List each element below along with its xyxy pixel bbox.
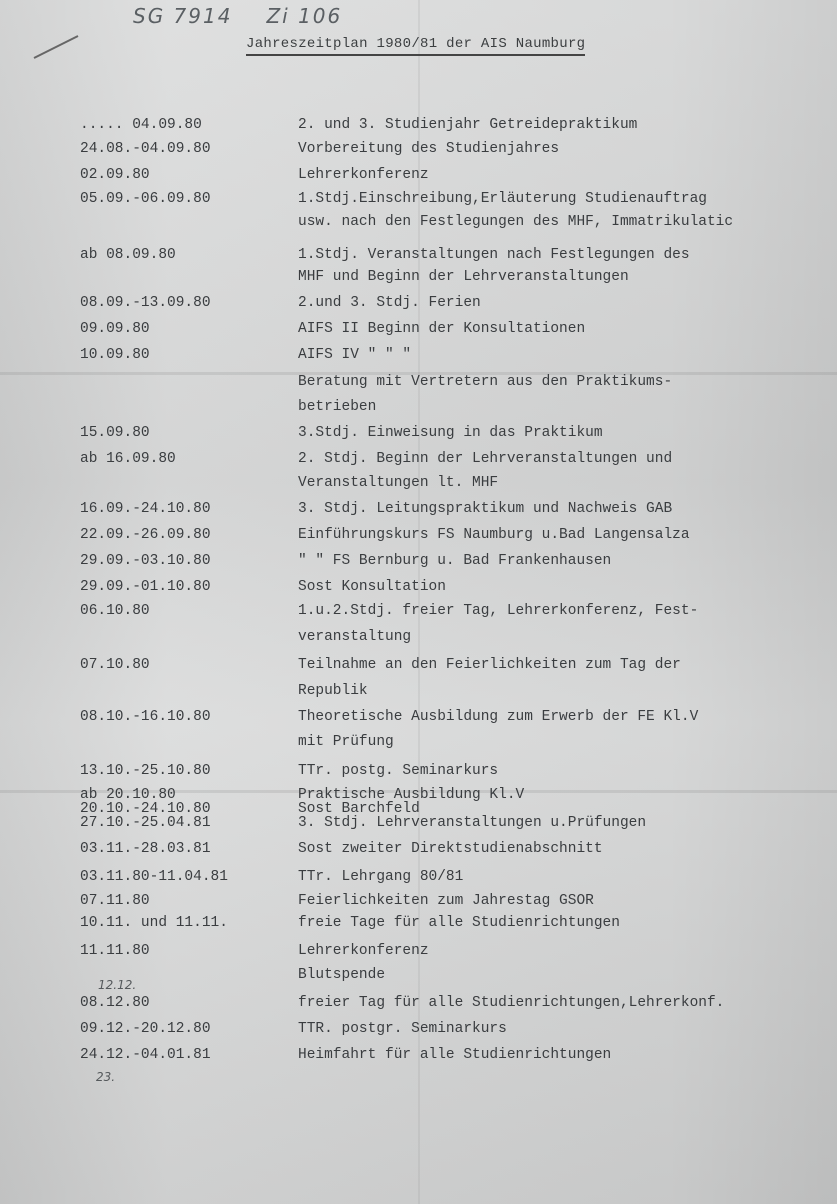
- schedule-entry: 3. Stdj. Lehrveranstaltungen u.Prüfungen: [298, 815, 647, 831]
- document-title: Jahreszeitplan 1980/81 der AIS Naumburg: [246, 36, 585, 56]
- schedule-entry: Veranstaltungen lt. MHF: [298, 475, 499, 491]
- schedule-entry: Teilnahme an den Feierlichkeiten zum Tag der: [298, 657, 681, 673]
- schedule-entry: TTr. postg. Seminarkurs: [298, 763, 499, 779]
- schedule-entry: Republik: [298, 683, 368, 699]
- schedule-entry: 2. Stdj. Beginn der Lehrveranstaltungen und: [298, 451, 673, 467]
- schedule-date: 10.09.80: [80, 347, 150, 363]
- handwritten-note: 12.12.: [98, 978, 137, 992]
- schedule-date: 02.09.80: [80, 167, 150, 183]
- schedule-entry: AIFS II Beginn der Konsultationen: [298, 321, 586, 337]
- schedule-entry: Feierlichkeiten zum Jahrestag GSOR: [298, 893, 594, 909]
- schedule-date: 03.11.-28.03.81: [80, 841, 211, 857]
- archive-signature: SG 7914: [133, 4, 233, 28]
- schedule-entry: Blutspende: [298, 967, 386, 983]
- schedule-entry: TTR. postgr. Seminarkurs: [298, 1021, 507, 1037]
- schedule-date: 20.10.-24.10.80: [80, 801, 211, 817]
- schedule-date: 05.09.-06.09.80: [80, 191, 211, 207]
- schedule-date: 16.09.-24.10.80: [80, 501, 211, 517]
- schedule-entry: Praktische Ausbildung Kl.V: [298, 787, 525, 803]
- schedule-date: 29.09.-01.10.80: [80, 579, 211, 595]
- schedule-date: 09.09.80: [80, 321, 150, 337]
- schedule-entry: MHF und Beginn der Lehrveranstaltungen: [298, 269, 629, 285]
- schedule-entry: TTr. Lehrgang 80/81: [298, 869, 464, 885]
- schedule-entry: freie Tage für alle Studienrichtungen: [298, 915, 620, 931]
- schedule-date: ab 08.09.80: [80, 247, 176, 263]
- schedule-entry: 2. und 3. Studienjahr Getreidepraktikum: [298, 117, 638, 133]
- schedule-date: ..... 04.09.80: [80, 117, 202, 133]
- schedule-entry: betrieben: [298, 399, 377, 415]
- schedule-date: 08.12.80: [80, 995, 150, 1011]
- schedule-entry: freier Tag für alle Studienrichtungen,Lehrerkonf.: [298, 995, 725, 1011]
- schedule-entry: 3. Stdj. Leitungspraktikum und Nachweis GAB: [298, 501, 673, 517]
- schedule-entry: Beratung mit Vertretern aus den Praktikums-: [298, 374, 673, 390]
- schedule-entry: Lehrerkonferenz: [298, 167, 429, 183]
- schedule-date: 08.09.-13.09.80: [80, 295, 211, 311]
- schedule-date: 03.11.80-11.04.81: [80, 869, 228, 885]
- schedule-entry: 1.Stdj.Einschreibung,Erläuterung Studienauftrag: [298, 191, 707, 207]
- schedule-entry: " " FS Bernburg u. Bad Frankenhausen: [298, 553, 612, 569]
- schedule-entry: Heimfahrt für alle Studienrichtungen: [298, 1047, 612, 1063]
- schedule-date: 11.11.80: [80, 943, 150, 959]
- schedule-entry: AIFS IV " " ": [298, 347, 412, 363]
- schedule-entry: 3.Stdj. Einweisung in das Praktikum: [298, 425, 603, 441]
- schedule-date: ab 20.10.80: [80, 787, 176, 803]
- schedule-date: 07.10.80: [80, 657, 150, 673]
- schedule-entry: mit Prüfung: [298, 734, 394, 750]
- schedule-entry: Sost Konsultation: [298, 579, 446, 595]
- schedule-date: 13.10.-25.10.80: [80, 763, 211, 779]
- schedule-entry: 2.und 3. Stdj. Ferien: [298, 295, 481, 311]
- schedule-date: 29.09.-03.10.80: [80, 553, 211, 569]
- schedule-date: 08.10.-16.10.80: [80, 709, 211, 725]
- schedule-date: ab 16.09.80: [80, 451, 176, 467]
- schedule-date: 09.12.-20.12.80: [80, 1021, 211, 1037]
- schedule-entry: Theoretische Ausbildung zum Erwerb der FE Kl.V: [298, 709, 699, 725]
- schedule-date: 24.12.-04.01.81: [80, 1047, 211, 1063]
- schedule-entry: 1.Stdj. Veranstaltungen nach Festlegungen des: [298, 247, 690, 263]
- schedule-date: 27.10.-25.04.81: [80, 815, 211, 831]
- schedule-entry: 1.u.2.Stdj. freier Tag, Lehrerkonferenz, Fest-: [298, 603, 699, 619]
- schedule-entry: usw. nach den Festlegungen des MHF, Immatrikulatic: [298, 214, 734, 230]
- schedule-date: 22.09.-26.09.80: [80, 527, 211, 543]
- schedule-date: 06.10.80: [80, 603, 150, 619]
- schedule-date: 15.09.80: [80, 425, 150, 441]
- schedule-entry: Lehrerkonferenz: [298, 943, 429, 959]
- schedule-entry: Sost zweiter Direktstudienabschnitt: [298, 841, 603, 857]
- handwritten-note: 23.: [96, 1070, 116, 1084]
- schedule-entry: Sost Barchfeld: [298, 801, 420, 817]
- archive-number: Zi 106: [266, 4, 343, 28]
- schedule-date: 24.08.-04.09.80: [80, 141, 211, 157]
- schedule-entry: Einführungskurs FS Naumburg u.Bad Langensalza: [298, 527, 690, 543]
- schedule-date: 07.11.80: [80, 893, 150, 909]
- schedule-entry: Vorbereitung des Studienjahres: [298, 141, 560, 157]
- schedule-date: 10.11. und 11.11.: [80, 915, 228, 931]
- schedule-entry: veranstaltung: [298, 629, 412, 645]
